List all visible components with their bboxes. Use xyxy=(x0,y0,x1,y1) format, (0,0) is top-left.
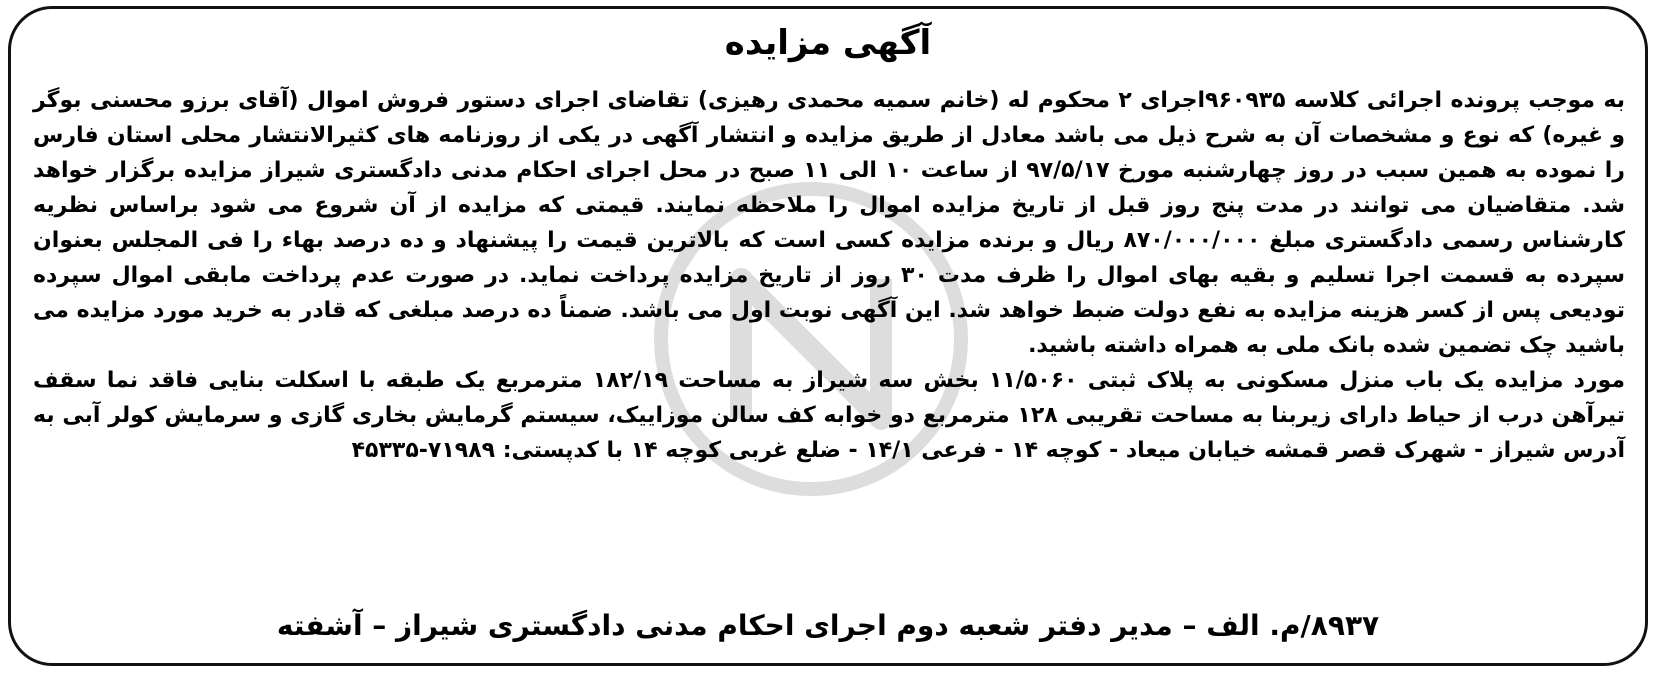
notice-paragraph-2: مورد مزایده یک باب منزل مسکونی به پلاک ثبتی ۱۱/۵۰۶۰ بخش سه شیراز به مساحت ۱۸۲/۱۹ مترمربع یک طبقه با اسکلت بنایی فاقد نما سقف تیرآهن درب از حیاط دارای زیربنا به مساحت تقریبی ۱۲۸ مترمربع دو خوابه کف سالن موزاییک، سیستم گرمایش بخاری گازی و سرمایش کولر آبی به آدرس شیراز - شهرک قصر قمشه خیابان میعاد - کوچه ۱۴ - فرعی ۱۴/۱ - ضلع غربی کوچه ۱۴ با کدپستی: ۷۱۹۸۹-۴۵۳۳۵ xyxy=(33,368,1626,463)
notice-body xyxy=(33,83,1625,468)
notice-footer: ۸۹۳۷/م. الف – مدیر دفتر شعبه دوم اجرای احکام مدنی دادگستری شیراز – آشفته xyxy=(276,609,1380,642)
notice-frame xyxy=(8,6,1648,666)
notice-paragraph-1: به موجب پرونده اجرائی کلاسه ۹۶۰۹۳۵اجرای ۲ محکوم له (خانم سمیه محمدی رهیزی) تقاضای اجرای دستور فروش اموال (آقای برزو محسنی بوگر و غیره) که نوع و مشخصات آن به شرح ذیل می باشد معادل از طریق مزایده و انتشار آگهی در یکی از روزنامه های کثیرالانتشار محلی استان فارس را نموده به همین سبب در روز چهارشنبه مورخ ۹۷/۵/۱۷ از ساعت ۱۰ الی ۱۱ صبح در محل اجرای احکام مدنی دادگستری شیراز مزایده برگزار خواهد شد. متقاضیان می توانند در مدت پنج روز قبل از تاریخ مزایده اموال را ملاحظه نمایند. قیمتی که مزایده از آن شروع می شود براساس نظریه کارشناس رسمی دادگستری مبلغ ۸۷۰/۰۰۰/۰۰۰ ریال و برنده مزایده کسی است که بالاترین قیمت را پیشنهاد و ده درصد بهاء را فی المجلس بعنوان سپرده به قسمت اجرا تسلیم و بقیه بهای اموال را ظرف مدت ۳۰ روز از تاریخ مزایده پرداخت نماید. در صورت عدم پرداخت مابقی اموال سپرده تودیعی پس از کسر هزینه مزایده به نفع دولت ضبط خواهد شد. این آگهی نوبت اول می باشد. ضمناً ده درصد مبلغی که قادر به خرید مورد مزایده می باشید چک تضمین شده بانک ملی به همراه داشته باشید. xyxy=(33,88,1626,358)
notice-title: آگهی مزایده xyxy=(724,23,932,63)
